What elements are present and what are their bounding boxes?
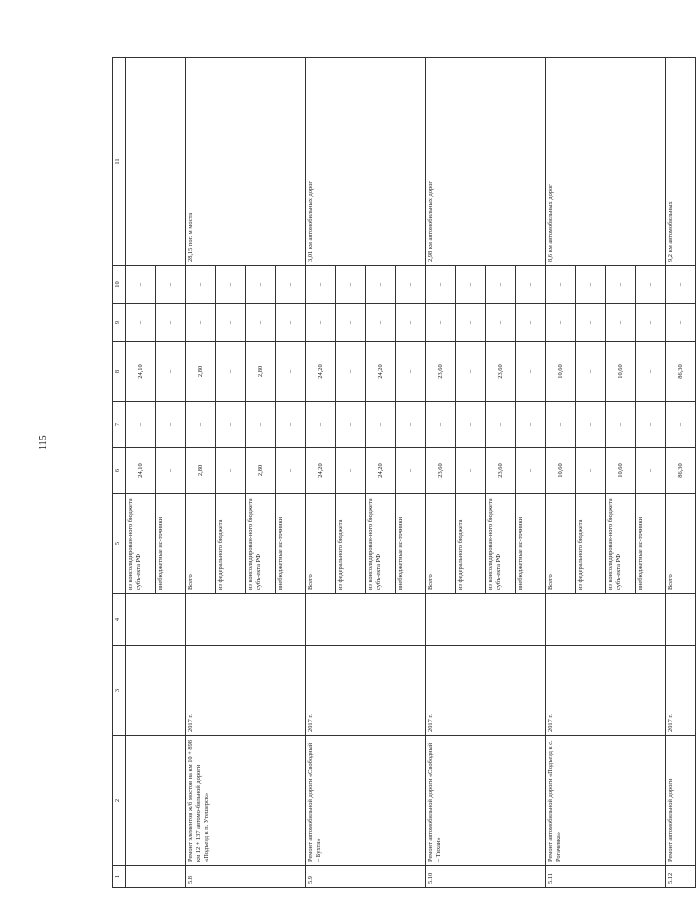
value-cell-v10: –	[246, 266, 276, 304]
value-cell-v8: –	[336, 342, 366, 402]
value-cell-v10: –	[546, 266, 576, 304]
value-cell-v9: –	[306, 304, 336, 342]
value-cell-v7: –	[366, 402, 396, 448]
col4-cell	[546, 594, 666, 646]
value-cell-v6: –	[456, 448, 486, 494]
item-name: Ремонт элементов ж/б мостов на км 10 + 898 км 12 + 137 автомо-бильной дороги «Подъезд к п. Утешерск»	[186, 736, 306, 866]
column-header: 11	[113, 58, 126, 266]
funding-source: внебюджетные ис-точники	[156, 494, 186, 594]
table-row	[666, 58, 696, 888]
funding-source: из консолидирован-ного бюджета субъ-екта РФ	[126, 494, 156, 594]
col4-cell	[126, 594, 186, 646]
item-year: 2017 г.	[306, 646, 426, 736]
column-header: 9	[113, 304, 126, 342]
value-cell-v6: –	[276, 448, 306, 494]
value-cell-v6: 86,30	[666, 448, 696, 494]
funding-source: из федерального бюджета	[576, 494, 606, 594]
table-row	[546, 58, 576, 888]
funding-source: из консолидирован-ного бюджета субъ-екта РФ	[246, 494, 276, 594]
value-cell-v10: –	[606, 266, 636, 304]
value-cell-v6: 2,80	[186, 448, 216, 494]
value-cell-v10: –	[486, 266, 516, 304]
column-header: 5	[113, 494, 126, 594]
value-cell-v7: –	[336, 402, 366, 448]
value-cell-v9: –	[606, 304, 636, 342]
year-cell	[126, 646, 186, 736]
value-cell-v10: –	[276, 266, 306, 304]
page-number: 115	[38, 435, 49, 450]
value-cell-v8: 24,20	[306, 342, 336, 402]
value-cell-v9: –	[546, 304, 576, 342]
value-cell-v9: –	[216, 304, 246, 342]
program-table	[112, 57, 696, 888]
value-cell-v10: –	[516, 266, 546, 304]
value-cell-v7: –	[516, 402, 546, 448]
value-cell-v7: –	[306, 402, 336, 448]
value-cell-v9: –	[396, 304, 426, 342]
value-cell-v6: 2,80	[246, 448, 276, 494]
item-number: 5.12	[666, 866, 696, 888]
value-cell-v9: –	[186, 304, 216, 342]
value-cell-v7: –	[396, 402, 426, 448]
value-cell-v8: –	[396, 342, 426, 402]
table-row	[306, 58, 336, 888]
value-cell-v7: –	[486, 402, 516, 448]
value-cell-v7: –	[426, 402, 456, 448]
value-cell-v8: 24,10	[126, 342, 156, 402]
column-header: 4	[113, 594, 126, 646]
name-cell	[126, 736, 186, 866]
value-cell-v10: –	[366, 266, 396, 304]
value-cell-v6: –	[516, 448, 546, 494]
funding-source: внебюджетные ис-точники	[396, 494, 426, 594]
value-cell-v9: –	[456, 304, 486, 342]
value-cell-v7: –	[606, 402, 636, 448]
value-cell-v8: 24,20	[366, 342, 396, 402]
funding-source: Всего	[186, 494, 216, 594]
value-cell-v7: –	[276, 402, 306, 448]
value-cell-v7: –	[126, 402, 156, 448]
value-cell-v7: –	[246, 402, 276, 448]
funding-source: Всего	[306, 494, 336, 594]
no-cell	[126, 866, 186, 888]
value-cell-v8: 2,80	[246, 342, 276, 402]
value-cell-v8: 86,30	[666, 342, 696, 402]
item-year: 2017 г.	[186, 646, 306, 736]
item-name: Ремонт автомобильной дороги «Свободный – Тихаи»	[426, 736, 546, 866]
value-cell-v6: 10,60	[546, 448, 576, 494]
result-cell	[126, 58, 186, 266]
value-cell-v8: –	[636, 342, 666, 402]
column-header: 10	[113, 266, 126, 304]
value-cell-v7: –	[456, 402, 486, 448]
value-cell-v9: –	[666, 304, 696, 342]
value-cell-v8: 10,60	[546, 342, 576, 402]
value-cell-v9: –	[246, 304, 276, 342]
item-year: 2017 г.	[666, 646, 696, 736]
col4-cell	[186, 594, 306, 646]
value-cell-v8: –	[456, 342, 486, 402]
value-cell-v10: –	[336, 266, 366, 304]
item-number: 5.8	[186, 866, 306, 888]
item-result: 28,15 пог. м моста	[186, 58, 306, 266]
column-header: 6	[113, 448, 126, 494]
item-number: 5.10	[426, 866, 546, 888]
value-cell-v8: 2,80	[186, 342, 216, 402]
item-year: 2017 г.	[546, 646, 666, 736]
value-cell-v6: 24,20	[306, 448, 336, 494]
funding-source: внебюджетные ис-точники	[636, 494, 666, 594]
value-cell-v7: –	[666, 402, 696, 448]
value-cell-v9: –	[126, 304, 156, 342]
value-cell-v7: –	[216, 402, 246, 448]
item-result: 8,6 км автомобильных дорог	[546, 58, 666, 266]
value-cell-v10: –	[426, 266, 456, 304]
column-header: 3	[113, 646, 126, 736]
table-row	[186, 58, 216, 888]
value-cell-v8: 10,60	[606, 342, 636, 402]
value-cell-v6: –	[576, 448, 606, 494]
value-cell-v10: –	[156, 266, 186, 304]
value-cell-v7: –	[576, 402, 606, 448]
value-cell-v9: –	[156, 304, 186, 342]
value-cell-v10: –	[636, 266, 666, 304]
value-cell-v6: 24,10	[126, 448, 156, 494]
value-cell-v9: –	[426, 304, 456, 342]
value-cell-v6: –	[156, 448, 186, 494]
funding-source: внебюджетные ис-точники	[276, 494, 306, 594]
funding-source: из консолидирован-ного бюджета субъ-екта РФ	[606, 494, 636, 594]
col4-cell	[306, 594, 426, 646]
value-cell-v8: –	[516, 342, 546, 402]
item-number: 5.11	[546, 866, 666, 888]
value-cell-v8: 23,60	[486, 342, 516, 402]
value-cell-v6: 24,20	[366, 448, 396, 494]
column-header: 8	[113, 342, 126, 402]
value-cell-v10: –	[576, 266, 606, 304]
value-cell-v6: 23,60	[426, 448, 456, 494]
column-header: 2	[113, 736, 126, 866]
funding-source: Всего	[426, 494, 456, 594]
funding-source: из федерального бюджета	[336, 494, 366, 594]
funding-source: из федерального бюджета	[216, 494, 246, 594]
table-row	[126, 58, 156, 888]
value-cell-v10: –	[306, 266, 336, 304]
value-cell-v7: –	[636, 402, 666, 448]
value-cell-v6: –	[636, 448, 666, 494]
item-result: 3,01 км автомобильных дорог	[306, 58, 426, 266]
value-cell-v9: –	[486, 304, 516, 342]
item-name: Ремонт автомобильной дороги «Свободный – Бухта»	[306, 736, 426, 866]
item-result: 9,2 км автомобильных	[666, 58, 696, 266]
item-year: 2017 г.	[426, 646, 546, 736]
item-result: 2,98 км автомобильных дорог	[426, 58, 546, 266]
value-cell-v9: –	[516, 304, 546, 342]
value-cell-v8: –	[156, 342, 186, 402]
value-cell-v7: –	[186, 402, 216, 448]
funding-source: внебюджетные ис-точники	[516, 494, 546, 594]
value-cell-v6: –	[216, 448, 246, 494]
value-cell-v10: –	[186, 266, 216, 304]
value-cell-v10: –	[126, 266, 156, 304]
value-cell-v7: –	[156, 402, 186, 448]
funding-source: из консолидирован-ного бюджета субъ-екта РФ	[366, 494, 396, 594]
col4-cell	[426, 594, 546, 646]
item-name: Ремонт автомобильной дороги	[666, 736, 696, 866]
column-header: 7	[113, 402, 126, 448]
value-cell-v8: 23,60	[426, 342, 456, 402]
value-cell-v9: –	[366, 304, 396, 342]
value-cell-v6: –	[396, 448, 426, 494]
value-cell-v9: –	[336, 304, 366, 342]
header-row	[113, 58, 126, 888]
item-number: 5.9	[306, 866, 426, 888]
value-cell-v9: –	[276, 304, 306, 342]
table-row	[426, 58, 456, 888]
funding-source: Всего	[546, 494, 576, 594]
value-cell-v6: 10,60	[606, 448, 636, 494]
value-cell-v6: 23,60	[486, 448, 516, 494]
value-cell-v7: –	[546, 402, 576, 448]
funding-source: Всего	[666, 494, 696, 594]
value-cell-v9: –	[636, 304, 666, 342]
column-header: 1	[113, 866, 126, 888]
funding-source: из консолидирован-ного бюджета субъ-екта РФ	[486, 494, 516, 594]
value-cell-v10: –	[396, 266, 426, 304]
value-cell-v10: –	[666, 266, 696, 304]
value-cell-v9: –	[576, 304, 606, 342]
rotated-table-wrapper	[112, 58, 684, 888]
value-cell-v10: –	[216, 266, 246, 304]
value-cell-v8: –	[576, 342, 606, 402]
value-cell-v8: –	[276, 342, 306, 402]
item-name: Ремонт автомобильной дороги «Подъезд к с. Рогачевка»	[546, 736, 666, 866]
value-cell-v10: –	[456, 266, 486, 304]
value-cell-v6: –	[336, 448, 366, 494]
col4-cell	[666, 594, 696, 646]
value-cell-v8: –	[216, 342, 246, 402]
funding-source: из федерального бюджета	[456, 494, 486, 594]
